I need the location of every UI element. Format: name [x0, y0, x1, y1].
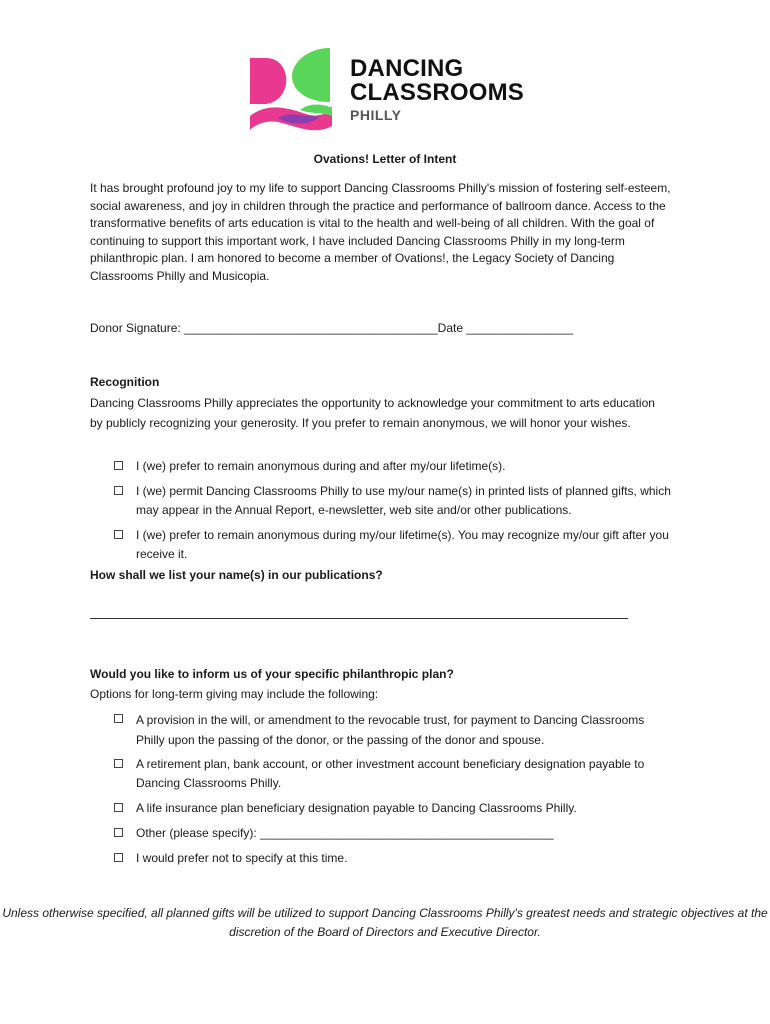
- donor-signature-line[interactable]: Donor Signature: ______________________________________Date ________________: [90, 321, 574, 335]
- option-label: Other (please specify): ____________________________________________: [136, 826, 554, 840]
- listing-answer-line[interactable]: [90, 618, 628, 619]
- plan-intro: Options for long-term giving may include the following:: [90, 687, 379, 701]
- checkbox-icon[interactable]: [114, 759, 123, 768]
- checkbox-icon[interactable]: [114, 828, 123, 837]
- checkbox-icon[interactable]: [114, 714, 123, 723]
- logo-wordmark: [350, 57, 524, 123]
- option-label: I (we) permit Dancing Classrooms Philly to use my/our name(s) in printed lists of planned gifts, which may appear in the Annual Report, e-newsletter, web site and/or other publications.: [136, 484, 671, 517]
- logo-text-classrooms: CLASSROOMS: [350, 79, 525, 106]
- option-label: I (we) prefer to remain anonymous during and after my/our lifetime(s).: [136, 459, 506, 473]
- recognition-body: Dancing Classrooms Philly appreciates the opportunity to acknowledge your commitment to arts education by publicly recognizing your generosity. If you prefer to remain anonymous, we will honor your wishes.: [90, 396, 655, 430]
- option-label: I would prefer not to specify at this time.: [136, 851, 348, 865]
- option-label: A provision in the will, or amendment to the revocable trust, for payment to Dancing Classrooms Philly upon the passing of the donor, or the passing of the donor and spouse.: [136, 713, 645, 747]
- option-label: A life insurance plan beneficiary designation payable to Dancing Classrooms Philly.: [136, 801, 577, 815]
- logo-text-philly: PHILLY: [350, 107, 402, 123]
- checkbox-icon[interactable]: [114, 803, 123, 812]
- recognition-heading: Recognition: [90, 375, 160, 389]
- checkbox-icon[interactable]: [114, 853, 123, 862]
- listing-question: How shall we list your name(s) in our publications?: [90, 568, 383, 582]
- plan-heading: Would you like to inform us of your specific philanthropic plan?: [90, 667, 454, 681]
- logo-mark-icon: [248, 46, 348, 134]
- option-label: I (we) prefer to remain anonymous during my/our lifetime(s). You may recognize my/our gift after you receive it.: [136, 528, 669, 561]
- checkbox-icon[interactable]: [114, 461, 123, 470]
- dancing-classrooms-logo: [248, 46, 528, 134]
- intro-paragraph: It has brought profound joy to my life to support Dancing Classrooms Philly's mission of fostering self-esteem, social awareness, and joy in children through the practice and performance of ballroom dance. Access to the transformative benefits of arts education is vital to the health and well-being of all children. With the goal of continuing to support this important work, I have included Dancing Classrooms Philly in my long-term philanthropic plan. I am honored to become a member of Ovations!, the Legacy Society of Dancing Classrooms Philly and Musicopia.: [90, 181, 671, 283]
- checkbox-icon[interactable]: [114, 530, 123, 539]
- option-label: A retirement plan, bank account, or other investment account beneficiary designation payable to Dancing Classrooms Philly.: [136, 757, 645, 790]
- footer-note: Unless otherwise specified, all planned gifts will be utilized to support Dancing Classrooms Philly's greatest needs and strategic objectives at the discretion of the Board of Directors and Executive Director.: [2, 906, 768, 939]
- logo-text-dancing: DANCING: [350, 55, 464, 82]
- checkbox-icon[interactable]: [114, 486, 123, 495]
- document-title: Ovations! Letter of Intent: [313, 152, 457, 166]
